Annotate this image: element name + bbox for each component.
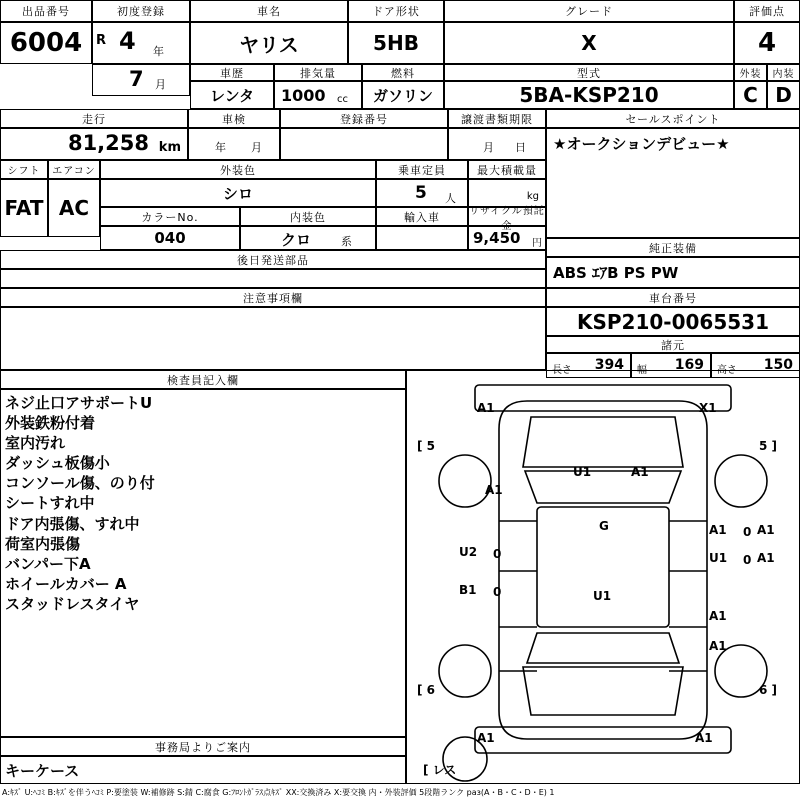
displacement-value: 1000 <box>281 86 326 105</box>
inspector-line: バンパー下A <box>5 554 91 573</box>
length-value: 394 <box>594 357 624 373</box>
seats-value-box <box>376 179 468 207</box>
interior-color-label: 内装色 <box>240 207 376 226</box>
fuel-label: 燃料 <box>362 64 444 81</box>
mark-rear-right-bumper: A1 <box>695 731 713 745</box>
mileage-value-box <box>0 128 188 160</box>
car-outline-svg <box>407 371 799 783</box>
height-label: 高さ <box>717 365 737 376</box>
mark-left-rear-door: U2 <box>459 545 478 559</box>
car-damage-diagram <box>406 370 800 784</box>
shaken-month-unit: 月 <box>251 141 262 154</box>
office-notice-value: キーケース <box>0 756 406 784</box>
genuine-equipment-value: ABS ｴｱB PS PW <box>546 257 800 288</box>
dimension-label: 諸元 <box>546 336 800 353</box>
door-type-label: ドア形状 <box>348 0 444 22</box>
mark-left-quarter: B1 <box>459 583 477 597</box>
color-number-value: 040 <box>100 226 240 250</box>
mark-hood-right: A1 <box>631 465 649 479</box>
displacement-value-box <box>274 81 362 109</box>
shaken-label: 車検 <box>188 109 280 128</box>
mark-zero-2: 0 <box>493 585 502 599</box>
mark-left-front-door: A1 <box>485 483 503 497</box>
import-value <box>376 226 468 250</box>
interior-color-value: クロ <box>281 231 312 249</box>
mark-roof: G <box>599 519 609 533</box>
first-reg-year-value: 4 <box>119 27 136 55</box>
seats-value: 5 <box>415 183 427 203</box>
shaken-year-unit: 年 <box>215 141 226 154</box>
first-reg-month-value: 7 <box>129 67 144 91</box>
width-label: 幅 <box>637 365 647 376</box>
width-value: 169 <box>674 357 704 373</box>
inspector-line: ホイールカバー A <box>5 574 127 593</box>
ac-label: エアコン <box>48 160 100 179</box>
first-registration-year <box>92 22 190 64</box>
mark-trunk: U1 <box>593 589 612 603</box>
length-label: 長さ <box>552 365 572 376</box>
recycle-deposit-value-box <box>468 226 546 250</box>
displacement-label: 排気量 <box>274 64 362 81</box>
sales-point-value: ★オークションデビュー★ <box>546 128 800 238</box>
inspector-line: コンソール傷、のり付 <box>5 474 155 493</box>
chassis-number-value: KSP210-0065531 <box>546 307 800 336</box>
history-label: 車歴 <box>190 64 274 81</box>
era-prefix: R <box>96 33 107 48</box>
mark-front-left-fender: A1 <box>477 401 495 415</box>
lot-number-value: 6004 <box>0 22 92 64</box>
mark-zero-4: 0 <box>743 553 752 567</box>
mark-zero-1: 0 <box>493 547 502 561</box>
month-unit: 月 <box>155 78 166 91</box>
inspector-line: シートすれ中 <box>5 494 95 513</box>
mark-right-front-bracket: 5 ] <box>759 439 778 453</box>
seats-label: 乗車定員 <box>376 160 468 179</box>
car-name-value: ヤリス <box>190 22 348 64</box>
grade-label: グレード <box>444 0 734 22</box>
shift-value: FAT <box>0 179 48 237</box>
transfer-day-unit: 日 <box>515 141 526 154</box>
interior-rating-value: D <box>767 81 800 109</box>
exterior-rating-value: C <box>734 81 767 109</box>
transfer-deadline-label: 譲渡書類期限 <box>448 109 546 128</box>
legend-footer: A:ｷｽﾞ U:ﾍｺﾐ B:ｷｽﾞを伴うﾍｺﾐ P:要塗装 W:補修跡 S:錆 C:腐食 G:ﾌﾛﾝﾄｶﾞﾗｽ点ｷｽﾞ XX:交換済み X:要交換 内・外装評価 5段階ランク раз(A・B・C・D・E) 1 <box>2 787 555 797</box>
grade-value: X <box>444 22 734 64</box>
first-registration-month <box>92 64 190 96</box>
car-name-label: 車名 <box>190 0 348 22</box>
inspector-line: 荷室内張傷 <box>5 534 81 553</box>
mark-right-front-door-2: A1 <box>757 523 775 537</box>
office-notice-label: 事務局よりご案内 <box>0 737 406 756</box>
mark-zero-3: 0 <box>743 525 752 539</box>
fuel-value: ガソリン <box>362 81 444 109</box>
genuine-equipment-label: 純正装備 <box>546 238 800 257</box>
mark-right-rear-door: U1 <box>709 551 728 565</box>
model-code-label: 型式 <box>444 64 734 81</box>
exterior-color-value: シロ <box>100 179 376 207</box>
exterior-rating-label: 外装 <box>734 64 767 81</box>
mark-left-front-bracket: [ 5 <box>417 439 436 453</box>
mark-right-rear-bracket: 6 ] <box>759 683 778 697</box>
rating-value: 4 <box>734 22 800 64</box>
spacer-left <box>0 237 100 250</box>
interior-rating-label: 内装 <box>767 64 800 81</box>
recycle-deposit-value: 9,450 <box>473 229 521 247</box>
mark-right-front-door: A1 <box>709 523 727 537</box>
inspector-notes-label: 検査員記入欄 <box>0 370 406 389</box>
exterior-color-label: 外装色 <box>100 160 376 179</box>
interior-color-suffix: 系 <box>341 235 352 248</box>
inspector-line: 室内汚れ <box>5 434 66 453</box>
chassis-number-label: 車台番号 <box>546 288 800 307</box>
transfer-deadline-value <box>448 128 546 160</box>
notes-value <box>0 307 546 370</box>
notes-label: 注意事項欄 <box>0 288 546 307</box>
mileage-unit: km <box>158 140 181 155</box>
height-value: 150 <box>763 357 793 373</box>
inspector-line: ネジ止口アサポートU <box>5 394 153 412</box>
max-load-label: 最大積載量 <box>468 160 546 179</box>
model-code-value: 5BA-KSP210 <box>444 81 734 109</box>
sales-point-label: セールスポイント <box>546 109 800 128</box>
inspector-notes-body <box>0 389 406 737</box>
later-shipment-parts-value <box>0 269 546 288</box>
color-number-label: カラーNo. <box>100 207 240 226</box>
inspector-line: 外装鉄粉付着 <box>5 414 96 433</box>
import-label: 輸入車 <box>376 207 468 226</box>
lot-number-label: 出品番号 <box>0 0 92 22</box>
interior-color-value-box <box>240 226 376 250</box>
mileage-label: 走行 <box>0 109 188 128</box>
mileage-value: 81,258 <box>67 131 149 155</box>
first-registration-label: 初度登録 <box>92 0 190 22</box>
mark-spare: [ レス <box>423 763 457 777</box>
inspector-line: ダッシュ板傷小 <box>5 454 110 473</box>
shaken-value-box <box>188 128 280 160</box>
registration-number-label: 登録番号 <box>280 109 448 128</box>
later-shipment-parts-label: 後日発送部品 <box>0 250 546 269</box>
mark-hood-left: U1 <box>573 465 592 479</box>
recycle-deposit-unit: 円 <box>532 238 542 249</box>
year-unit: 年 <box>153 45 164 58</box>
mark-rear-left-bumper: A1 <box>477 731 495 745</box>
inspector-line: スタッドレスタイヤ <box>5 594 140 613</box>
mark-left-rear-bracket: [ 6 <box>417 683 436 697</box>
shift-label: シフト <box>0 160 48 179</box>
recycle-deposit-label: リサイクル預託金 <box>469 205 545 232</box>
displacement-unit: cc <box>337 94 348 105</box>
mark-right-quarter: A1 <box>709 609 727 623</box>
mark-front-right-fender: X1 <box>699 401 717 415</box>
mark-right-rear-door-2: A1 <box>757 551 775 565</box>
door-type-value: 5HB <box>348 22 444 64</box>
history-value: レンタ <box>190 81 274 109</box>
transfer-month-unit: 月 <box>483 141 494 154</box>
inspector-line: ドア内張傷、すれ中 <box>5 514 140 533</box>
rating-label: 評価点 <box>734 0 800 22</box>
seats-unit: 人 <box>445 192 456 205</box>
mark-right-quarter-2: A1 <box>709 639 727 653</box>
ac-value: AC <box>48 179 100 237</box>
registration-number-value <box>280 128 448 160</box>
max-load-unit: kg <box>526 191 539 202</box>
